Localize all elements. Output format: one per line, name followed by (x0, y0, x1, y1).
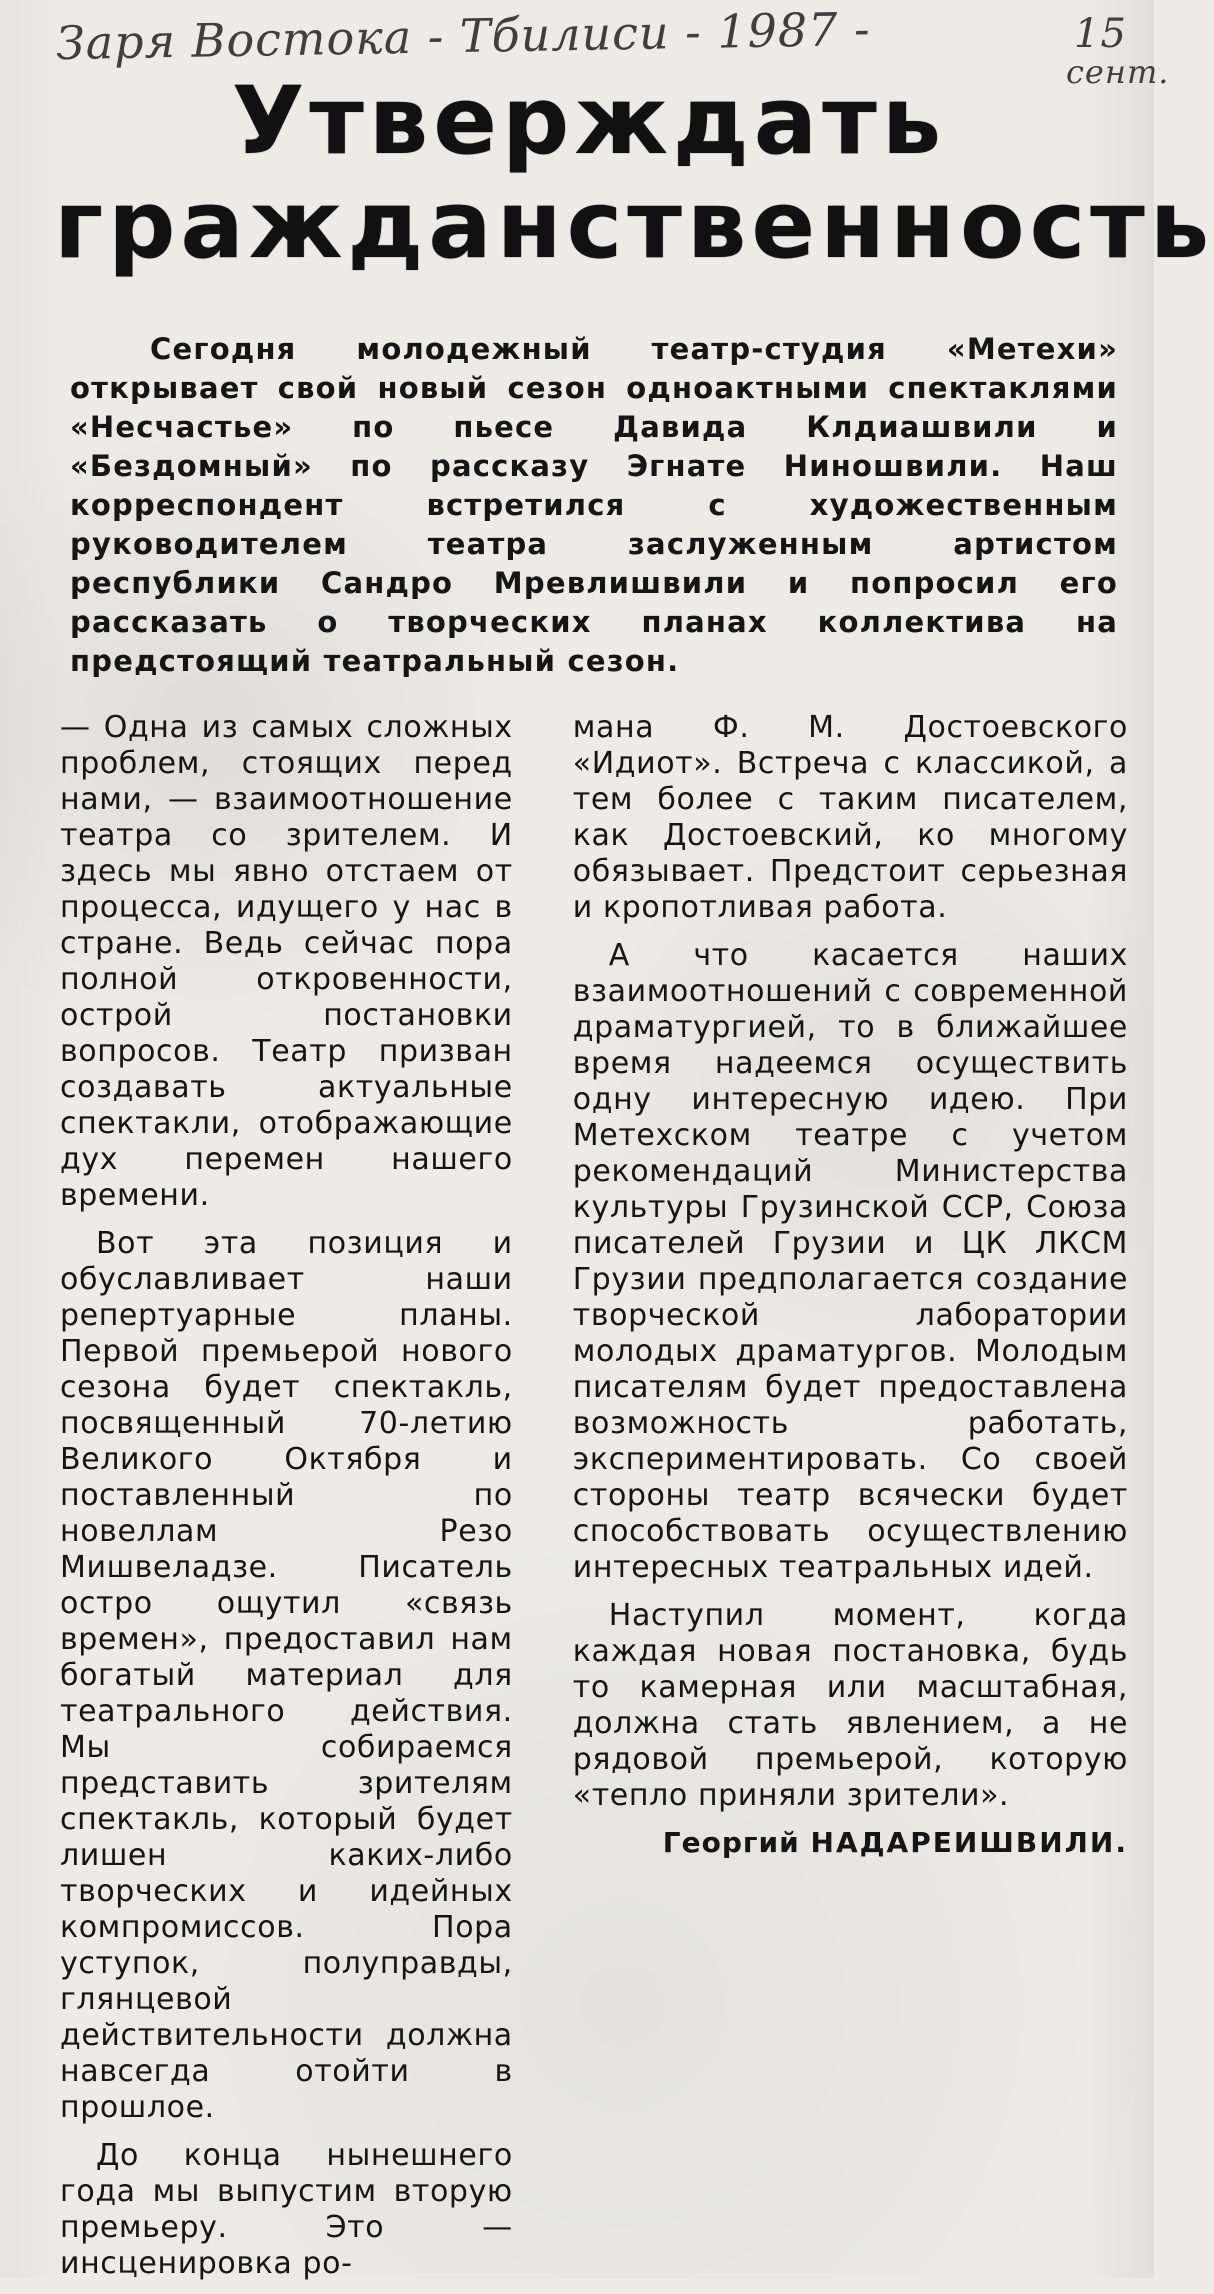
headline-line-2: гражданственность (54, 171, 1214, 280)
headline-line-1: Утверждать (231, 67, 947, 176)
body-paragraph-right-3: Наступил момент, когда каждая новая постановка, будь то камерная или масштабная, должна стать явлением, а не рядовой премьерой, которую «тепло приняли зрители». (572, 1598, 1128, 1813)
body-paragraph-left-1: — Одна из самых сложных проблем, стоящих перед нами, — взаимоотношение театра со зрителем. И здесь мы явно отстаем от процесса, идущего у нас в стране. Ведь сейчас пора полной откровенности, острой постановки вопросов. Театр призван создавать актуальные спектакли, отображающие дух перемен нашего времени. (60, 710, 513, 1213)
handwritten-source-main: Заря Востока - Тбилиси - 1987 - (55, 1, 871, 71)
author-surname: НАДАРЕИШВИЛИ. (810, 1826, 1128, 1859)
body-paragraph-right-2: А что касается наших взаимоотношений с современной драматургией, то в ближайшее время надеемся осуществить одну интересную идею. При Метехском театре с учетом рекомендаций Министерства культуры Грузинской ССР, Союза писателей Грузии и ЦК ЛКСМ Грузии предполагается создание творческой лаборатории молодых драматургов. Молодым писателям будет предоставлена возможность работать, экспериментировать. Со своей стороны театр всячески будет способствовать осуществлению интересных театральных идей. (572, 938, 1128, 1585)
article-lead: Сегодня молодежный театр-студия «Метехи» открывает свой новый сезон одноактными спектаклями «Несчастье» по пьесе Давида Клдиашвили и «Бездомный» по рассказу Эгнате Ниношвили. Наш корреспондент встретился с художественным руководителем театра заслуженным артистом республики Сандро Мревлишвили и попросил его рассказать о творческих планах коллектива на предстоящий театральный сезон. (70, 332, 1118, 678)
body-paragraph-left-2: Вот эта позиция и обуславливает наши репертуарные планы. Первой премьерой нового сезона будет спектакль, посвященный 70-летию Великого Октября и поставленный по новеллам Резо Мишвеладзе. Писатель остро ощутил «связь времен», предоставил нам богатый материал для театрального действия. Мы собираемся представить зрителям спектакль, который будет лишен каких-либо творческих и идейных компромиссов. Пора уступок, полуправды, глянцевой действительности должна навсегда отойти в прошлое. (60, 1226, 513, 2125)
left-column (60, 710, 513, 2294)
right-column (573, 710, 1128, 2294)
handwritten-month: сент. (1066, 53, 1170, 91)
body-paragraph-right-1: мана Ф. М. Достоевского «Идиот». Встреча с классикой, а тем более с таким писателем, как Достоевский, ко многому обязывает. Предстоит серьезная и кропотливая работа. (572, 710, 1128, 925)
body-paragraph-left-3: До конца нынешнего года мы выпустим вторую премьеру. Это — инсценировка ро- (60, 2138, 513, 2281)
author-first-name: Георгий (662, 1826, 800, 1859)
author-signature (573, 1826, 1128, 1860)
article-body (60, 710, 1128, 2294)
handwritten-day: 15 (1074, 11, 1127, 57)
